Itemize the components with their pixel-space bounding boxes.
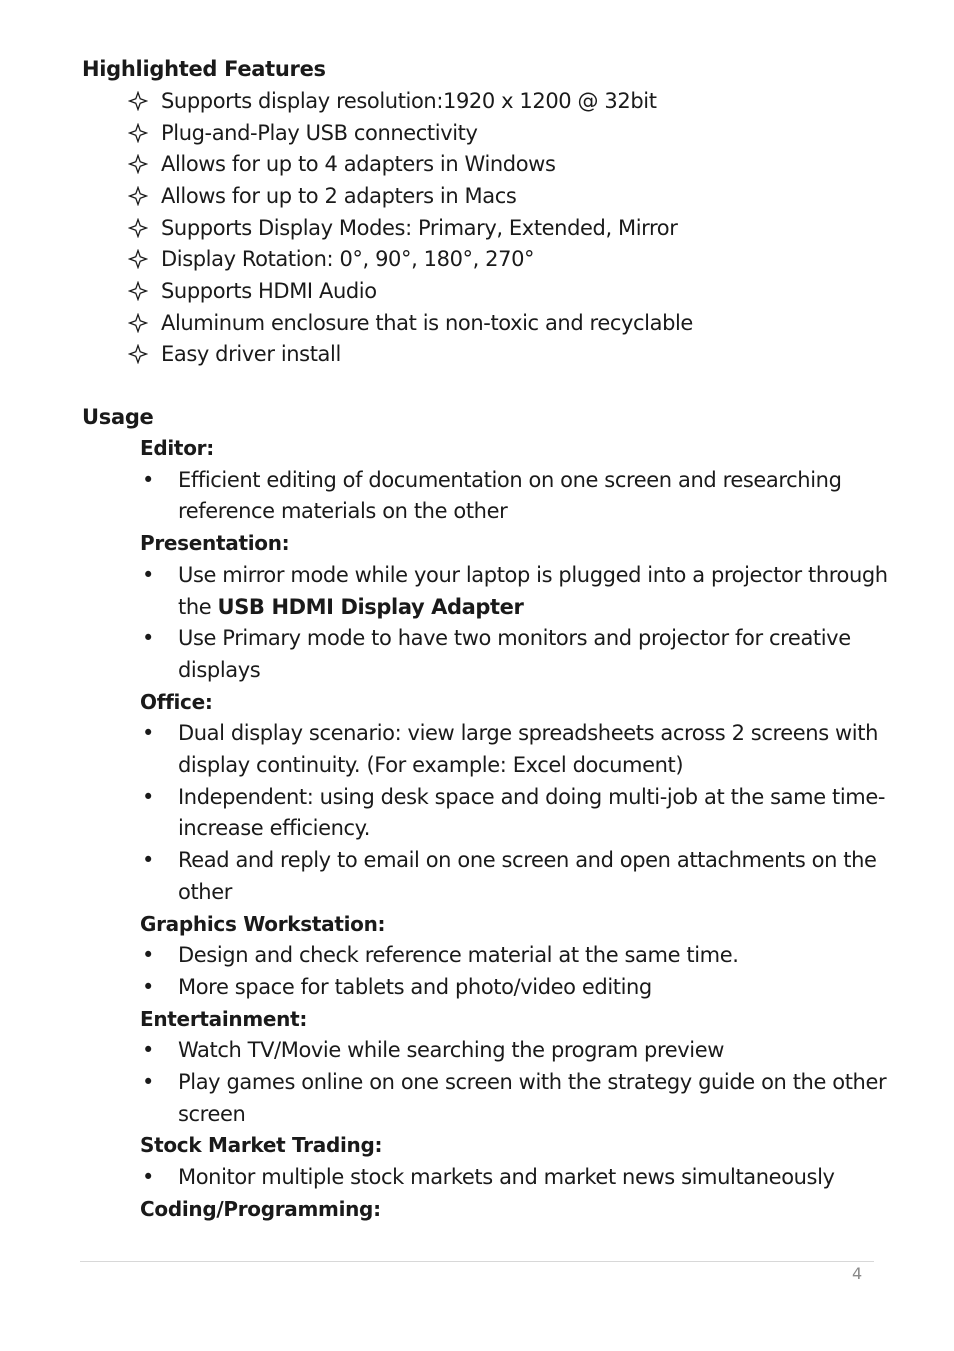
four-point-star-outline-icon	[128, 344, 148, 364]
four-point-star-outline-icon	[128, 123, 148, 143]
bullet-icon: •	[142, 721, 154, 746]
usage-bullet-text	[178, 560, 900, 623]
feature-item-text: Supports HDMI Audio	[161, 278, 377, 303]
bullet-text-plain: Efficient editing of documentation on one screen and researching reference materials on the other	[178, 467, 842, 524]
four-point-star-outline-icon	[128, 218, 148, 238]
bullet-icon: •	[142, 1038, 154, 1063]
feature-item-text: Easy driver install	[161, 342, 341, 367]
usage-bullet	[140, 623, 900, 686]
usage-bullet-text	[178, 623, 900, 686]
feature-item-text: Allows for up to 2 adapters in Macs	[161, 183, 517, 208]
usage-bullet	[140, 972, 900, 1004]
bullet-text-plain: More space for tablets and photo/video editing	[178, 974, 652, 999]
usage-bullet	[140, 845, 900, 908]
usage-section-title: Graphics Workstation:	[140, 911, 386, 936]
usage-section-title: Editor:	[140, 436, 214, 460]
usage-bullet	[140, 465, 900, 528]
bullet-icon: •	[142, 1165, 154, 1190]
four-point-star-outline-icon	[128, 186, 148, 206]
feature-list	[128, 85, 693, 370]
usage-bullet-text	[178, 465, 900, 528]
bullet-icon: •	[142, 943, 154, 968]
feature-item	[128, 243, 693, 275]
page-number: 4	[852, 1264, 863, 1283]
feature-item-text: Aluminum enclosure that is non-toxic and recyclable	[161, 310, 693, 335]
feature-item-text: Display Rotation: 0°, 90°, 180°, 270°	[161, 247, 535, 272]
bullet-text-plain: Monitor multiple stock markets and market news simultaneously	[178, 1165, 835, 1190]
highlighted-features-heading: Highlighted Features	[82, 57, 326, 81]
feature-item	[128, 117, 693, 149]
bullet-text-plain: Use Primary mode to have two monitors and projector for creative displays	[178, 626, 851, 682]
bullet-text-plain: Play games online on one screen with the strategy guide on the other screen	[178, 1070, 887, 1126]
feature-item	[128, 148, 693, 180]
bullet-text-plain: Watch TV/Movie while searching the program preview	[178, 1038, 725, 1063]
bullet-icon: •	[142, 562, 154, 587]
feature-item-text: Allows for up to 4 adapters in Windows	[161, 152, 556, 177]
bullet-text-plain: Read and reply to email on one screen and open attachments on the other	[178, 848, 877, 904]
usage-bullet	[140, 1067, 900, 1130]
usage-bullet	[140, 1162, 900, 1194]
bullet-icon: •	[142, 1070, 154, 1095]
usage-bullet	[140, 718, 900, 781]
bullet-text-plain: Use mirror mode while your laptop is plugged into a projector through the	[178, 562, 888, 619]
usage-section-title: Presentation:	[140, 531, 290, 556]
four-point-star-outline-icon	[128, 281, 148, 301]
bullet-text-plain: Dual display scenario: view large spreadsheets across 2 screens with display continuity. (For example: Excel document)	[178, 721, 878, 778]
bullet-icon: •	[142, 848, 154, 873]
feature-item	[128, 339, 693, 371]
feature-item-text: Supports Display Modes: Primary, Extended, Mirror	[161, 215, 678, 240]
bullet-icon: •	[142, 626, 154, 651]
feature-item	[128, 275, 693, 307]
usage-bullet-text	[178, 1067, 900, 1130]
four-point-star-outline-icon	[128, 91, 148, 111]
usage-bullet-text	[178, 1162, 900, 1194]
usage-section-title: Coding/Programming:	[140, 1196, 381, 1221]
usage-bullet-text	[178, 718, 900, 781]
usage-bullet-text	[178, 940, 900, 972]
feature-item	[128, 180, 693, 212]
usage-bullet-text	[178, 1035, 900, 1067]
usage-section-title: Entertainment:	[140, 1006, 308, 1031]
bullet-icon: •	[142, 467, 154, 492]
usage-bullet	[140, 560, 900, 623]
bullet-text-plain: Design and check reference material at the same time.	[178, 943, 739, 968]
four-point-star-outline-icon	[128, 154, 148, 174]
usage-body	[140, 433, 900, 1226]
feature-item	[128, 307, 693, 339]
feature-item-text: Plug-and-Play USB connectivity	[161, 120, 478, 145]
usage-bullet-text	[178, 782, 900, 845]
usage-section-title: Stock Market Trading:	[140, 1133, 383, 1158]
usage-bullet-text	[178, 972, 900, 1004]
usage-section-title: Office:	[140, 689, 213, 714]
bullet-icon: •	[142, 974, 154, 999]
bullet-text-plain: Independent: using desk space and doing multi-job at the same time- increase efficiency.	[178, 784, 886, 841]
usage-bullet-text	[178, 845, 900, 908]
four-point-star-outline-icon	[128, 313, 148, 333]
four-point-star-outline-icon	[128, 249, 148, 269]
feature-item-text: Supports display resolution:1920 x 1200 @ 32bit	[161, 88, 657, 113]
feature-item	[128, 85, 693, 117]
feature-item	[128, 212, 693, 244]
usage-heading: Usage	[82, 405, 154, 429]
usage-bullet	[140, 782, 900, 845]
bullet-icon: •	[142, 784, 154, 809]
usage-bullet	[140, 1035, 900, 1067]
product-name-emphasis: USB HDMI Display Adapter	[217, 594, 524, 619]
footer-divider	[80, 1261, 874, 1262]
usage-bullet	[140, 940, 900, 972]
